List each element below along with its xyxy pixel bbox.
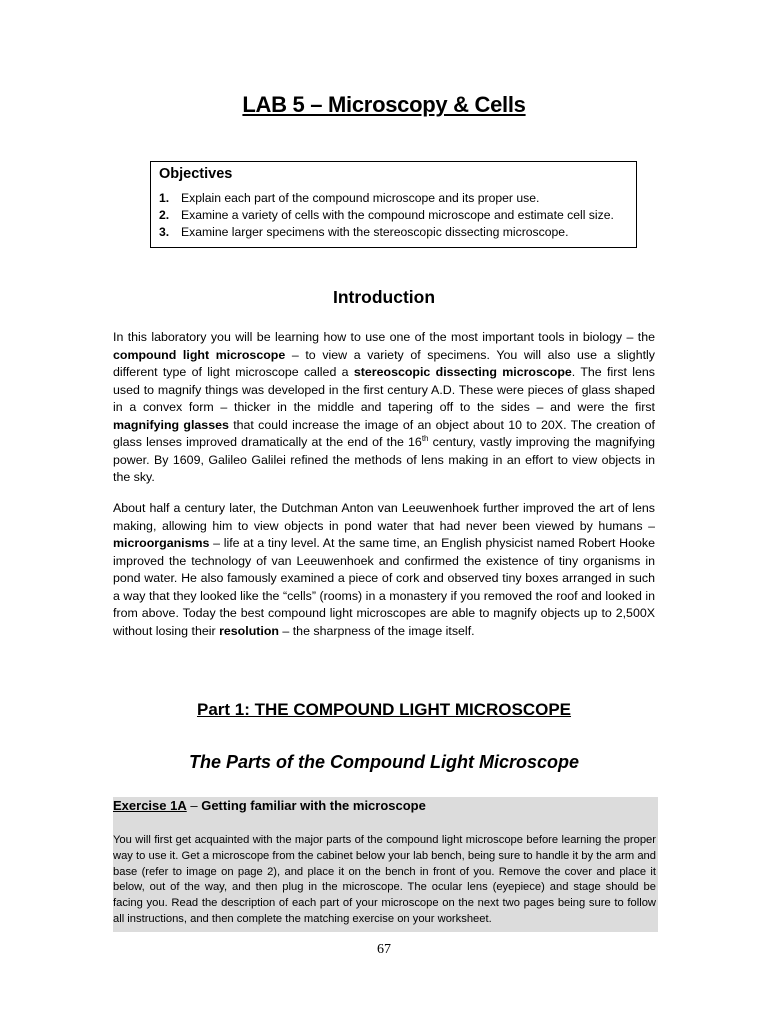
- exercise-separator: –: [186, 798, 202, 813]
- objectives-list: [159, 190, 628, 241]
- objective-item: [159, 190, 628, 207]
- objective-number: 3.: [159, 225, 170, 239]
- objectives-box: [150, 161, 637, 248]
- objective-text: Explain each part of the compound microscope and its proper use.: [181, 191, 540, 205]
- objective-item: [159, 224, 628, 241]
- objectives-heading: Objectives: [159, 166, 233, 182]
- objective-number: 2.: [159, 208, 170, 222]
- objective-text: Examine larger specimens with the stereoscopic dissecting microscope.: [181, 225, 569, 239]
- intro-paragraph-1: In this laboratory you will be learning how to use one of the most important tools in biology – the compound light microscope – to view a variety of specimens. You will also use a slightly different type of light microscope called a stereoscopic dissecting microscope. The first lens used to magnify things was developed in the first century A.D. These were pieces of glass shaped in a convex form – thicker in the middle and tapering off to the sides – and were the first magnifying glasses that could increase the image of an object about 10 to 20X. The creation of glass lenses improved dramatically at the end of the 16th century, vastly improving the magnifying power. By 1609, Galileo Galilei refined the methods of lens making in an effort to view objects in the sky.: [113, 330, 656, 484]
- exercise-label: Exercise 1A: [113, 798, 187, 813]
- exercise-heading: [113, 798, 426, 813]
- objective-text: Examine a variety of cells with the compound microscope and estimate cell size.: [181, 208, 614, 222]
- lab-title: LAB 5 – Microscopy & Cells: [242, 92, 526, 117]
- page-number: 67: [377, 942, 391, 957]
- exercise-instructions: You will first get acquainted with the major parts of the compound light microscope before learning the proper way to use it. Get a microscope from the cabinet below your lab bench, being sure to handle it by the arm and base (refer to image on page 2), and place it on the bench in front of you. Remove the cover and place it below, out of the way, and then plug in the microscope. The ocular lens (eyepiece) and stage should be facing you. Read the description of each part of your microscope on the next two pages being sure to follow all instructions, and then complete the matching exercise on your worksheet.: [113, 834, 656, 925]
- part-1-title: Part 1: THE COMPOUND LIGHT MICROSCOPE: [196, 700, 572, 719]
- introduction-heading: Introduction: [332, 287, 436, 307]
- part-1-subtitle: The Parts of the Compound Light Microscope: [188, 752, 579, 772]
- intro-paragraph-2: About half a century later, the Dutchman Anton van Leeuwenhoek further improved the art of lens making, allowing him to view objects in pond water that had never been viewed by humans – microorganisms – life at a tiny level. At the same time, an English physicist named Robert Hooke improved the technology of van Leeuwenhoek and confirmed the existence of tiny organisms in pond water. He also famously examined a piece of cork and observed tiny boxes arranged in such a way that they looked like the “cells” (rooms) in a monastery if you removed the roof and looked in from above. Today the best compound light microscopes are able to magnify objects up to 2,500X without losing their resolution – the sharpness of the image itself.: [113, 501, 655, 638]
- exercise-title: Getting familiar with the microscope: [201, 798, 426, 813]
- objective-number: 1.: [159, 191, 170, 205]
- objective-item: [159, 207, 628, 224]
